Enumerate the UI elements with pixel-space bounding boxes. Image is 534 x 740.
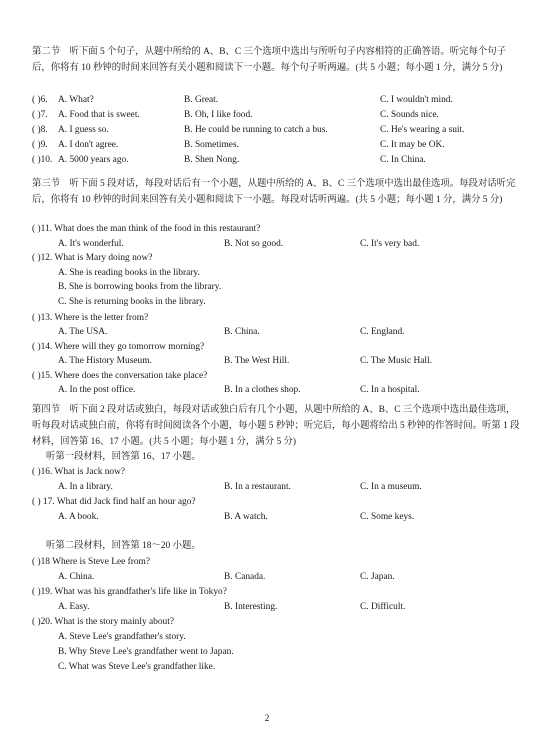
question-18-options xyxy=(32,570,520,584)
question-8 xyxy=(32,123,520,137)
material-2-intro: 听第二段材料，回答第 18～20 小题。 xyxy=(46,541,201,551)
question-17 xyxy=(32,495,520,509)
option-b: B. Canada. xyxy=(224,572,266,582)
page-number: 2 xyxy=(264,714,270,724)
option-b: B. China. xyxy=(224,327,260,337)
section3-heading: 第三节 听下面 5 段对话，每段对话后有一个小题，从题中所给的 A、B、C 三个选项中选出最佳选项。每段对话听完后，你将有 10 秒钟的时间来回答有关小题和阅读下一小题。每段对话听两遍。(共 5 小题；每小题 1 分，满分 5 分) xyxy=(32,179,516,205)
question-number: ( )7. xyxy=(32,110,48,120)
option-b: B. Sometimes. xyxy=(184,140,239,150)
question-text: ( )15. Where does the conversation take place? xyxy=(32,371,208,381)
option-c: C. The Music Hall. xyxy=(360,356,432,366)
option-a: A. Steve Lee's grandfather's story. xyxy=(58,632,186,642)
option-c: C. Difficult. xyxy=(360,602,406,612)
option-a: A. In the post office. xyxy=(58,385,136,395)
option-a: A. I guess so. xyxy=(58,125,109,135)
material-1-intro: 听第一段材料，回答第 16、17 小题。 xyxy=(46,452,201,462)
option-b: B. The West Hill. xyxy=(224,356,290,366)
option-c: C. He's wearing a suit. xyxy=(380,125,465,135)
question-20-option-a xyxy=(32,630,520,644)
question-text: ( )14. Where will they go tomorrow morning? xyxy=(32,342,205,352)
question-12-option-c xyxy=(32,295,520,309)
option-c: C. In a hospital. xyxy=(360,385,420,395)
option-b: B. Shen Nong. xyxy=(184,155,240,165)
option-a: A. In a library. xyxy=(58,482,113,492)
option-b: B. In a clothes shop. xyxy=(224,385,301,395)
option-a: A. Food that is sweet. xyxy=(58,110,140,120)
question-6 xyxy=(32,93,520,107)
option-c: C. Some keys. xyxy=(360,512,415,522)
question-text: ( )11. What does the man think of the food in this restaurant? xyxy=(32,224,261,234)
option-b: B. He could be running to catch a bus. xyxy=(184,125,328,135)
option-c: C. I wouldn't mind. xyxy=(380,95,453,105)
question-12-option-a xyxy=(32,266,520,280)
option-b: B. Great. xyxy=(184,95,219,105)
option-a: A. China. xyxy=(58,572,95,582)
question-20 xyxy=(32,615,520,629)
question-9 xyxy=(32,138,520,152)
option-a: A. A book. xyxy=(58,512,99,522)
question-number: ( )10. xyxy=(32,155,53,165)
option-a: A. 5000 years ago. xyxy=(58,155,129,165)
question-15-options xyxy=(32,383,520,397)
question-text: ( )20. What is the story mainly about? xyxy=(32,617,174,627)
question-11 xyxy=(32,222,520,236)
question-19-options xyxy=(32,600,520,614)
option-c: C. In China. xyxy=(380,155,426,165)
question-text: ( )16. What is Jack now? xyxy=(32,467,126,477)
question-14-options xyxy=(32,354,520,368)
question-text: ( )19. What was his grandfather's life like in Tokyo? xyxy=(32,587,227,597)
option-b: B. Oh, I like food. xyxy=(184,110,253,120)
question-number: ( )8. xyxy=(32,125,48,135)
option-b: B. In a restaurant. xyxy=(224,482,291,492)
question-text: ( )12. What is Mary doing now? xyxy=(32,253,153,263)
question-17-options xyxy=(32,510,520,524)
option-c: C. It's very bad. xyxy=(360,239,420,249)
question-number: ( )9. xyxy=(32,140,48,150)
option-b: B. Why Steve Lee's grandfather went to Japan. xyxy=(58,647,234,657)
option-c: C. In a museum. xyxy=(360,482,422,492)
option-a: A. The History Museum. xyxy=(58,356,152,366)
question-16 xyxy=(32,465,520,479)
question-12-option-b xyxy=(32,280,520,294)
question-15 xyxy=(32,369,520,383)
question-13 xyxy=(32,311,520,325)
question-text: ( )13. Where is the letter from? xyxy=(32,313,149,323)
question-7 xyxy=(32,108,520,122)
option-b: B. She is borrowing books from the library. xyxy=(58,282,222,292)
question-10 xyxy=(32,153,520,167)
question-text: ( )18 Where is Steve Lee from? xyxy=(32,557,151,567)
question-20-option-b xyxy=(32,645,520,659)
option-b: B. Interesting. xyxy=(224,602,278,612)
option-c: C. It may be OK. xyxy=(380,140,445,150)
question-16-options xyxy=(32,480,520,494)
option-c: C. England. xyxy=(360,327,405,337)
option-a: A. I don't agree. xyxy=(58,140,119,150)
question-number: ( )6. xyxy=(32,95,48,105)
option-a: A. The USA. xyxy=(58,327,108,337)
question-19 xyxy=(32,585,520,599)
question-11-options xyxy=(32,237,520,251)
option-b: B. Not so good. xyxy=(224,239,284,249)
option-c: C. What was Steve Lee's grandfather like. xyxy=(58,662,216,672)
question-12 xyxy=(32,251,520,265)
question-text: ( ) 17. What did Jack find half an hour ago? xyxy=(32,497,196,507)
section2-heading: 第二节 听下面 5 个句子，从题中所给的 A、B、C 三个选项中选出与所听句子内容相符的正确答语。听完每个句子后，你将有 10 秒钟的时间来回答有关小题和阅读下一小题。每个句子听两遍。(共 5 小题；每小题 1 分，满分 5 分) xyxy=(32,47,506,73)
option-a: A. She is reading books in the library. xyxy=(58,268,200,278)
question-18 xyxy=(32,555,520,569)
option-c: C. Sounds nice. xyxy=(380,110,439,120)
question-14 xyxy=(32,340,520,354)
question-13-options xyxy=(32,325,520,339)
option-c: C. Japan. xyxy=(360,572,395,582)
section4-heading: 第四节 听下面 2 段对话或独白，每段对话或独白后有几个小题，从题中所给的 A、B、C 三个选项中选出最佳选项，听每段对话或独白前，你将有时间阅读各个小题，每小题 5 秒钟；听完后，每小题将给出 5 秒钟的作答时间。听第 1 段材料，回答第 16、17 小题。(共 5 小题；每小题 1 分，满分 5 分) xyxy=(32,405,520,447)
question-20-option-c xyxy=(32,660,520,674)
option-c: C. She is returning books in the library. xyxy=(58,297,206,307)
option-a: A. Easy. xyxy=(58,602,90,612)
option-b: B. A watch. xyxy=(224,512,268,522)
option-a: A. What? xyxy=(58,95,94,105)
option-a: A. It's wonderful. xyxy=(58,239,124,249)
